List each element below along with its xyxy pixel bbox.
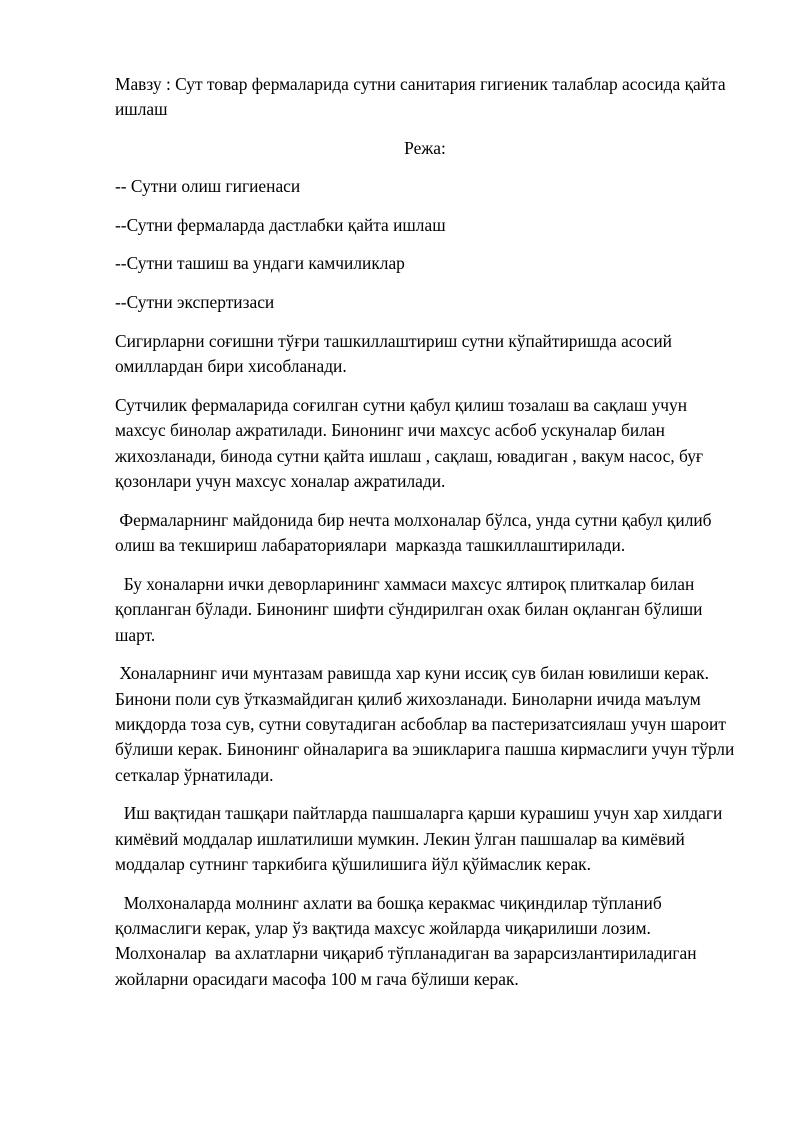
- paragraph: Иш вақтидан ташқари пайтларда пашшаларга қарши курашиш учун хар хилдаги кимёвий моддалар ишлатилиши мумкин. Лекин ўлган пашшалар ва кимёвий моддалар сутнинг таркибига қўшилишига йўл қўймаслик керак.: [115, 803, 732, 874]
- paragraph: Хоналарнинг ичи мунтазам равишда хар куни иссиқ сув билан ювилиши керак. Бинони поли сув ўтказмайдиган қилиб жихозланади. Биноларни ичида маълум миқдорда тоза сув, сутни совутадиган асбоблар ва пастеризатсиялаш учун шароит бўлиши керак. Бинонинг ойналарига ва эшикларига пашша кирмаслиги учун тўрли сеткалар ўрнатилади.: [115, 663, 739, 785]
- plan-item: -- Сутни олиш гигиенаси: [115, 175, 301, 196]
- plan-item: --Сутни фермаларда дастлабки қайта ишлаш: [115, 214, 446, 235]
- paragraph: Молхоналарда молнинг ахлати ва бошқа керакмас чиқиндилар тўпланиб қолмаслиги керак, улар ўз вақтида махсус жойларда чиқарилиши лозим. Молхоналар ва ахлатларни чиқариб тўпланадиган ва зарарсизлантириладиган жойларни орасидаги масофа 100 м гача бўлиши керак.: [115, 892, 701, 989]
- document-title: Мавзу : Сут товар фермаларида сутни санитария гигиеник талаблар асосида қайта ишлаш: [115, 74, 730, 120]
- paragraph: Сутчилик фермаларида соғилган сутни қабул қилиш тозалаш ва сақлаш учун махсус бинолар ажратилади. Бинонинг ичи махсус асбоб ускуналар билан жихозланади, бинода сутни қайта ишлаш , сақлаш, ювадиган , вакум насос, буғ қозонлари учун махсус хоналар ажратилади.: [115, 395, 708, 492]
- plan-item: --Сутни экспертизаси: [115, 292, 275, 313]
- paragraph: Сигирларни соғишни тўғри ташкиллаштириш сутни кўпайтиришда асосий омиллардан бири хисобланади.: [115, 331, 677, 377]
- paragraph: Фермаларнинг майдонида бир нечта молхоналар бўлса, унда сутни қабул қилиб олиш ва текшириш лабараториялари марказда ташкиллаштирилади.: [115, 509, 716, 556]
- paragraph: Бу хоналарни ички деворларининг хаммаси махсус ялтироқ плиткалар билан қопланган бўлади. Бинонинг шифти сўндирилган охак билан оқланган бўлиши шарт.: [115, 573, 707, 645]
- plan-heading: Режа:: [404, 137, 446, 158]
- plan-item: --Сутни ташиш ва ундаги камчиликлар: [115, 253, 405, 274]
- document-body: [115, 72, 739, 1005]
